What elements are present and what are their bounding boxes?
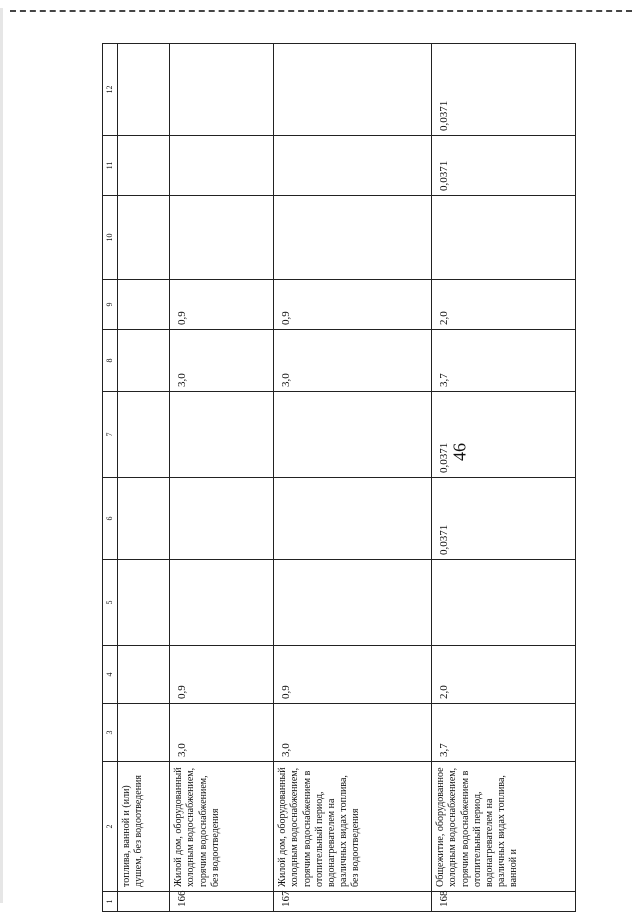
table-row (274, 44, 432, 912)
col-header: 9 (103, 280, 118, 330)
value-cell (170, 560, 274, 646)
table-row (170, 44, 274, 912)
value-cell (118, 478, 170, 560)
value-cell: 3,0 (170, 330, 274, 392)
value-cell: 0,9 (274, 646, 432, 704)
value-cell: 3,0 (274, 330, 432, 392)
col-header: 1 (103, 892, 118, 912)
value-cell (170, 196, 274, 280)
col-header: 5 (103, 560, 118, 646)
col-header: 8 (103, 330, 118, 392)
col-header: 4 (103, 646, 118, 704)
value-cell (118, 44, 170, 136)
housing-type: Общежитие, оборудованное холодным водоснабжением, горячим водоснабжением в отопительный период, водонагревателем на различных видах топлива, ванной и (432, 762, 576, 892)
value-cell: 0,9 (170, 646, 274, 704)
col-header: 3 (103, 704, 118, 762)
row-number: 166 (170, 892, 274, 912)
value-cell: 0,0371 (432, 44, 576, 136)
value-cell (170, 44, 274, 136)
col-header: 11 (103, 136, 118, 196)
value-cell (118, 196, 170, 280)
col-header: 7 (103, 392, 118, 478)
value-cell: 0,0371 (432, 478, 576, 560)
col-header: 2 (103, 762, 118, 892)
housing-type: топлива, ванной и (или) душем, без водоотведения (118, 762, 170, 892)
housing-type: Жилой дом, оборудованный холодным водоснабжением, горячим водоснабжением, без водоотведения (170, 762, 274, 892)
column-header-row (103, 44, 118, 912)
value-cell: 2,0 (432, 280, 576, 330)
value-cell (118, 704, 170, 762)
page-number: 46 (449, 443, 470, 461)
scan-edge (0, 8, 3, 903)
value-cell (170, 136, 274, 196)
value-cell (170, 478, 274, 560)
value-cell (274, 392, 432, 478)
row-number: 168 (432, 892, 576, 912)
row-number (118, 892, 170, 912)
col-header: 6 (103, 478, 118, 560)
value-cell (432, 196, 576, 280)
value-cell (118, 136, 170, 196)
value-cell (118, 646, 170, 704)
value-cell: 3,7 (432, 330, 576, 392)
value-cell (118, 280, 170, 330)
col-header: 12 (103, 44, 118, 136)
value-cell: 0,9 (170, 280, 274, 330)
value-cell: 0,0371 (432, 136, 576, 196)
value-cell: 0,0371 (432, 392, 576, 478)
page-top-border (10, 10, 632, 12)
table-row (118, 44, 170, 912)
value-cell: 2,0 (432, 646, 576, 704)
value-cell (274, 478, 432, 560)
value-cell (274, 136, 432, 196)
rotated-table-sheet (102, 44, 570, 912)
value-cell: 3,0 (170, 704, 274, 762)
value-cell (170, 392, 274, 478)
value-cell (118, 330, 170, 392)
value-cell (274, 560, 432, 646)
col-header: 10 (103, 196, 118, 280)
value-cell (274, 44, 432, 136)
table-row (432, 44, 576, 912)
housing-type: Жилой дом, оборудованный холодным водоснабжением, горячим водоснабжением в отопительный период, водонагревателем на различных видах топлива, без водоотведения (274, 762, 432, 892)
value-cell (118, 560, 170, 646)
value-cell: 3,7 (432, 704, 576, 762)
tariff-table (102, 43, 576, 912)
value-cell: 3,0 (274, 704, 432, 762)
value-cell (274, 196, 432, 280)
value-cell (432, 560, 576, 646)
row-number: 167 (274, 892, 432, 912)
value-cell (118, 392, 170, 478)
value-cell: 0,9 (274, 280, 432, 330)
